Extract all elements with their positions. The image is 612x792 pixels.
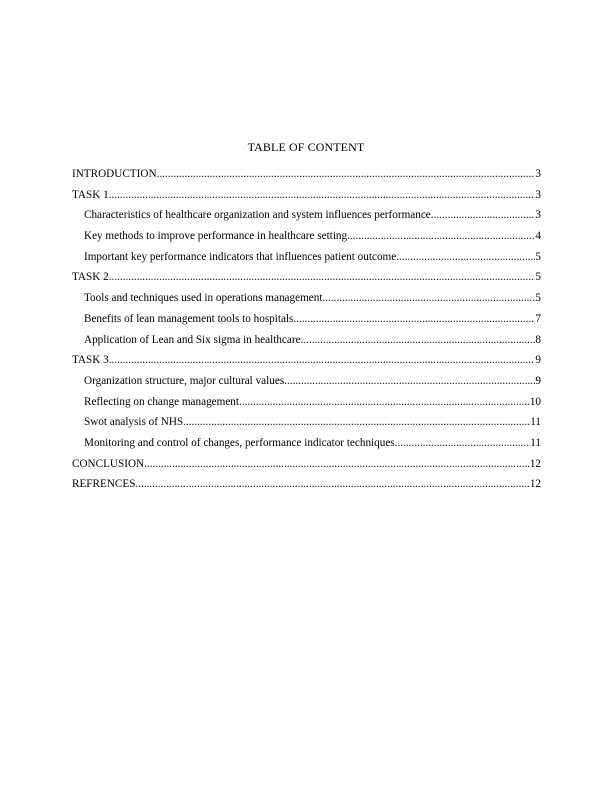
dot-leader: [395, 436, 531, 450]
toc-entry[interactable]: [72, 250, 541, 271]
dot-leader: [293, 312, 535, 326]
toc-page-number: 5: [535, 250, 541, 263]
toc-entry-title: INTRODUCTION: [72, 168, 157, 180]
toc-entry-title: Monitoring and control of changes, performance indicator techniques: [84, 436, 395, 449]
toc-page-number: 10: [529, 395, 541, 408]
toc-entry-title: REFRENCES: [72, 478, 136, 491]
toc-entry[interactable]: [72, 188, 541, 209]
toc-page-number: 12: [529, 457, 541, 470]
toc-page-number: 9: [535, 374, 541, 387]
dot-leader: [284, 374, 535, 388]
toc-entry[interactable]: [72, 291, 541, 312]
toc-entry[interactable]: [72, 312, 541, 333]
table-of-contents: [72, 167, 541, 498]
toc-page-number: 3: [535, 168, 541, 180]
toc-entry[interactable]: [72, 457, 541, 478]
dot-leader: [183, 415, 530, 429]
toc-page-number: 8: [535, 333, 541, 346]
toc-page-number: 7: [535, 312, 541, 325]
dot-leader: [109, 353, 536, 367]
toc-page-number: 11: [530, 436, 541, 449]
toc-entry-title: Application of Lean and Six sigma in healthcare: [84, 333, 301, 346]
toc-entry-title: TASK 1: [72, 188, 109, 201]
dot-leader: [301, 333, 536, 347]
toc-entry[interactable]: [72, 353, 541, 374]
dot-leader: [396, 250, 535, 264]
toc-entry-title: Tools and techniques used in operations management: [84, 292, 323, 305]
toc-entry[interactable]: [72, 167, 541, 188]
toc-entry[interactable]: [72, 270, 541, 291]
toc-entry-title: Organization structure, major cultural values: [84, 374, 285, 387]
toc-page-number: 12: [529, 478, 541, 491]
dot-leader: [322, 291, 535, 305]
toc-entry[interactable]: [72, 333, 541, 354]
toc-entry-title: CONCLUSION: [72, 457, 145, 470]
dot-leader: [157, 167, 536, 181]
dot-leader: [431, 208, 536, 222]
toc-entry-title: Key methods to improve performance in healthcare setting: [84, 230, 348, 243]
toc-page-number: 3: [535, 188, 541, 201]
toc-entry-title: Important key performance indicators that influences patient outcome: [84, 250, 397, 263]
toc-entry[interactable]: [72, 395, 541, 416]
toc-page-number: 3: [535, 209, 541, 222]
toc-entry-title: Reflecting on change management: [84, 395, 240, 408]
dot-leader: [239, 395, 530, 409]
toc-entry[interactable]: [72, 436, 541, 457]
toc-entry[interactable]: [72, 374, 541, 395]
toc-entry-title: Benefits of lean management tools to hospitals: [84, 312, 294, 325]
toc-entry-title: Characteristics of healthcare organization and system influences performance: [84, 209, 431, 222]
toc-entry[interactable]: [72, 208, 541, 229]
toc-entry[interactable]: [72, 229, 541, 250]
toc-page-number: 9: [535, 354, 541, 367]
toc-entry[interactable]: [72, 415, 541, 436]
toc-page-number: 5: [535, 292, 541, 305]
toc-page-number: 5: [535, 271, 541, 284]
toc-title: TABLE OF CONTENT: [247, 140, 365, 154]
dot-leader: [135, 477, 529, 491]
toc-entry-title: Swot analysis of NHS: [84, 416, 184, 429]
toc-entry-title: TASK 2: [72, 271, 109, 284]
dot-leader: [144, 457, 530, 471]
dot-leader: [109, 270, 536, 284]
toc-entry-title: TASK 3: [72, 354, 109, 367]
toc-page-number: 11: [530, 416, 541, 429]
dot-leader: [347, 229, 535, 243]
toc-page-number: 4: [535, 230, 541, 243]
toc-entry[interactable]: [72, 477, 541, 498]
dot-leader: [109, 188, 536, 202]
